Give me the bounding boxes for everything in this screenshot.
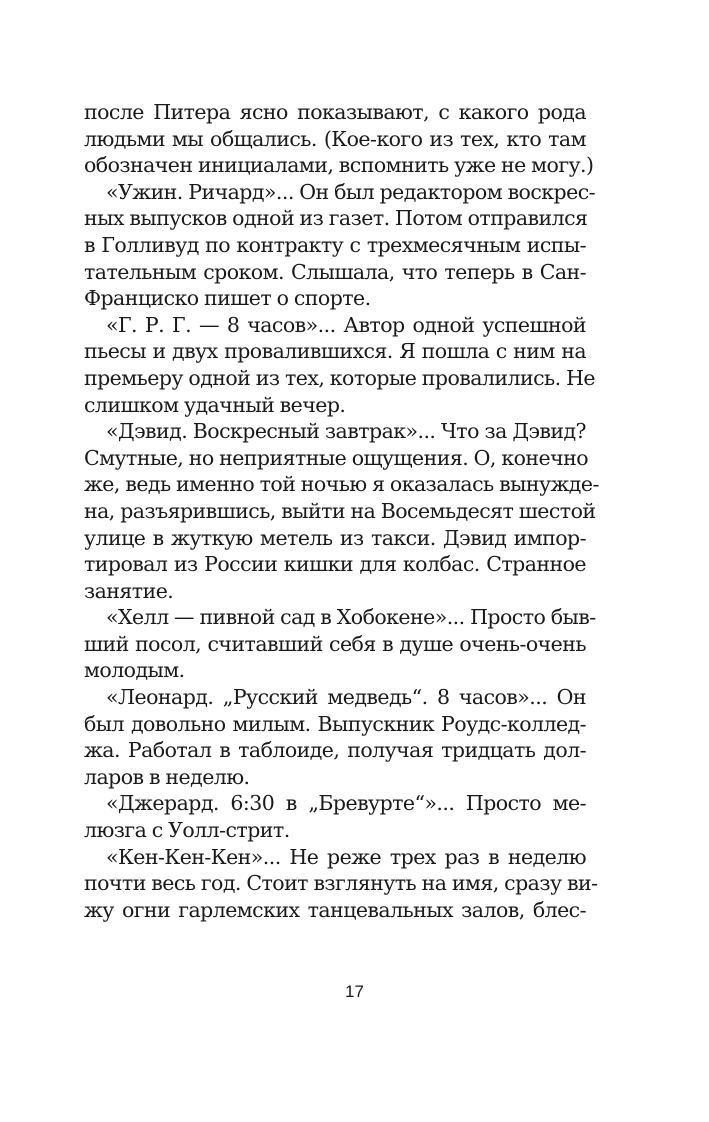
text-line: после Питера ясно показывают, с какого рода bbox=[84, 100, 586, 124]
text-line: тательным сроком. Слышала, что теперь в Сан- bbox=[84, 259, 586, 284]
text-line: же, ведь именно той ночью я оказалась вынужде- bbox=[84, 472, 599, 497]
text-line: молодым. bbox=[84, 658, 185, 683]
text-line: Франциско пишет о спорте. bbox=[84, 286, 371, 311]
text-line: «Ужин. Ричард»... Он был редактором воскрес- bbox=[106, 179, 596, 204]
page-body bbox=[84, 99, 599, 923]
text-line: ший посол, считавший себя в душе очень-очень bbox=[84, 631, 586, 656]
text-line: пьесы и двух провалившихся. Я пошла с ним на bbox=[84, 339, 586, 364]
text-line: занятие. bbox=[84, 578, 174, 603]
text-line: почти весь год. Стоит взглянуть на имя, сразу ви- bbox=[84, 871, 598, 896]
text-line: ных выпусков одной из газет. Потом отправился bbox=[84, 206, 588, 231]
text-line: «Кен-Кен-Кен»... Не реже трех раз в неделю bbox=[106, 844, 586, 869]
text-line: в Голливуд по контракту с трехмесячным испы- bbox=[84, 232, 586, 257]
text-line: слишком удачный вечер. bbox=[84, 392, 346, 417]
text-line: был довольно милым. Выпускник Роудс-коллед- bbox=[84, 711, 586, 736]
text-line: «Джерард. 6:30 в „Бревурте“»... Просто ме- bbox=[106, 791, 586, 816]
text-line: «Хелл — пивной сад в Хобокене»... Просто быв- bbox=[106, 605, 596, 630]
text-line: тировал из России кишки для колбас. Странное bbox=[84, 552, 586, 577]
text-line: жу огни гарлемских танцевальных залов, блес- bbox=[84, 897, 586, 922]
text-line: премьеру одной из тех, которые провалились. Не bbox=[84, 365, 596, 390]
text-line: люзга с Уолл-стрит. bbox=[84, 818, 290, 843]
text-line: «Дэвид. Воскресный завтрак»... Что за Дэвид? bbox=[106, 419, 586, 444]
text-line: ларов в неделю. bbox=[84, 764, 250, 789]
text-line: улице в жуткую метель из такси. Дэвид импор- bbox=[84, 525, 586, 550]
text-line: на, разъярившись, выйти на Восемьдесят шестой bbox=[84, 498, 596, 523]
text-line: людьми мы общались. (Кое-кого из тех, кто там bbox=[84, 126, 586, 151]
text-line: «Леонард. „Русский медведь“. 8 часов»... Он bbox=[106, 685, 586, 710]
text-line: «Г. Р. Г. — 8 часов»... Автор одной успешной bbox=[106, 312, 586, 337]
page-number: 17 bbox=[345, 982, 364, 1001]
text-line: Смутные, но неприятные ощущения. О, конечно bbox=[84, 445, 588, 470]
text-line: обозначен инициалами, вспомнить уже не могу.) bbox=[84, 153, 594, 178]
text-line: жа. Работал в таблоиде, получая тридцать дол- bbox=[84, 738, 586, 763]
